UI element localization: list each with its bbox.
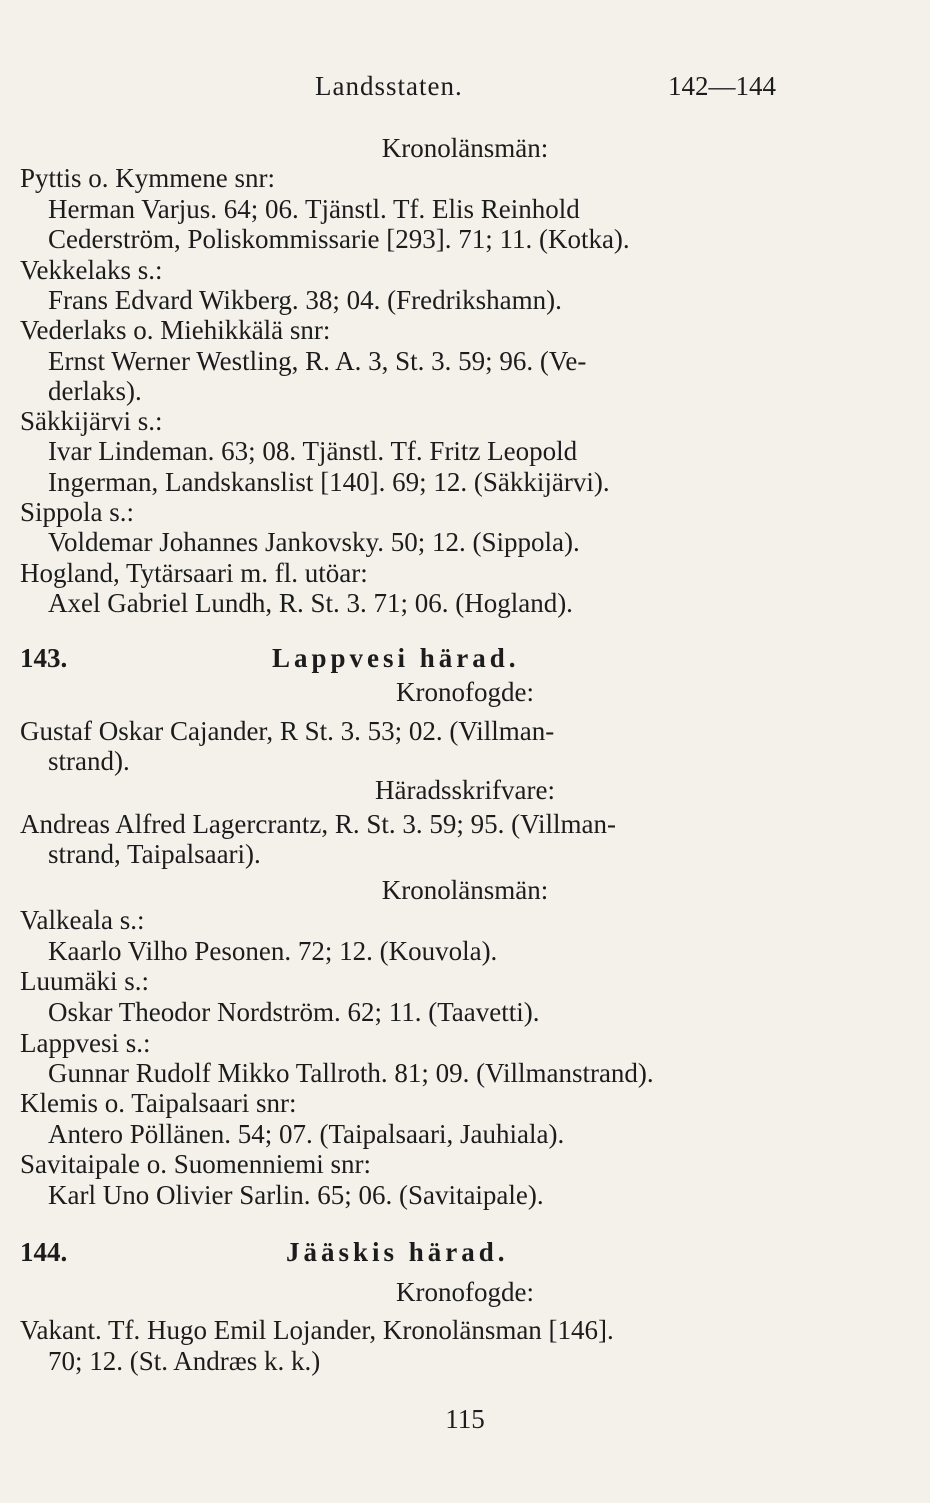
section-143-number: 143. [20, 643, 68, 673]
entry-line: Frans Edvard Wikberg. 38; 04. (Fredrikshamn). [48, 285, 562, 315]
entry-line: 70; 12. (St. Andræs k. k.) [48, 1346, 321, 1376]
entry-line: Ernst Werner Westling, R. A. 3, St. 3. 59; 96. (Ve- [48, 346, 587, 376]
running-header-range: 142—144 [668, 71, 776, 101]
parish-line: Hogland, Tytärsaari m. fl. utöar: [20, 558, 368, 588]
entry-line: Oskar Theodor Nordström. 62; 11. (Taavetti). [48, 997, 540, 1027]
entry-line: derlaks). [48, 376, 142, 406]
parish-line: Vederlaks o. Miehikkälä snr: [20, 315, 331, 345]
entry-line: Kaarlo Vilho Pesonen. 72; 12. (Kouvola). [48, 936, 498, 966]
entry-line: Andreas Alfred Lagercrantz, R. St. 3. 59; 95. (Villman- [20, 809, 616, 839]
parish-line: Savitaipale o. Suomenniemi snr: [20, 1149, 371, 1179]
section-144-number: 144. [20, 1237, 68, 1267]
entry-line: Ivar Lindeman. 63; 08. Tjänstl. Tf. Fritz Leopold [48, 436, 578, 466]
entry-line: Karl Uno Olivier Sarlin. 65; 06. (Savitaipale). [48, 1180, 544, 1210]
section-143-kronolansman-heading: Kronolänsmän: [381, 875, 549, 905]
parish-line: Lappvesi s.: [20, 1028, 151, 1058]
entry-line: Herman Varjus. 64; 06. Tjänstl. Tf. Elis Reinhold [48, 194, 580, 224]
parish-line: Luumäki s.: [20, 966, 149, 996]
entry-line: Gustaf Oskar Cajander, R St. 3. 53; 02. (Villman- [20, 716, 555, 746]
section-143-title: Lappvesi härad. [272, 643, 520, 673]
entry-line: Voldemar Johannes Jankovsky. 50; 12. (Sippola). [48, 527, 580, 557]
entry-line: Axel Gabriel Lundh, R. St. 3. 71; 06. (Hogland). [48, 588, 573, 618]
parish-line: Valkeala s.: [20, 905, 145, 935]
section-143-haradsskrivare-heading: Häradsskrifvare: [375, 775, 555, 805]
parish-line: Säkkijärvi s.: [20, 406, 163, 436]
entry-line: Ingerman, Landskanslist [140]. 69; 12. (Säkkijärvi). [48, 467, 610, 497]
entry-line: Gunnar Rudolf Mikko Tallroth. 81; 09. (Villmanstrand). [48, 1058, 654, 1088]
section-144-kronofogde-heading: Kronofogde: [396, 1277, 534, 1307]
entry-line: strand, Taipalsaari). [48, 839, 261, 869]
parish-line: Pyttis o. Kymmene snr: [20, 163, 275, 193]
entry-line: Cederström, Poliskommissarie [293]. 71; 11. (Kotka). [48, 224, 630, 254]
page-number: 115 [445, 1404, 485, 1434]
section-143-kronofogde-heading: Kronofogde: [396, 677, 534, 707]
section-144-title: Jääskis härad. [286, 1237, 509, 1267]
running-header-title: Landsstaten. [315, 71, 463, 101]
parish-line: Vekkelaks s.: [20, 255, 163, 285]
parish-line: Sippola s.: [20, 497, 135, 527]
entry-line: strand). [48, 746, 130, 776]
entry-line: Antero Pöllänen. 54; 07. (Taipalsaari, Jauhiala). [48, 1119, 565, 1149]
section-142-heading: Kronolänsmän: [381, 133, 549, 163]
parish-line: Klemis o. Taipalsaari snr: [20, 1088, 297, 1118]
entry-line: Vakant. Tf. Hugo Emil Lojander, Kronolänsman [146]. [20, 1315, 614, 1345]
